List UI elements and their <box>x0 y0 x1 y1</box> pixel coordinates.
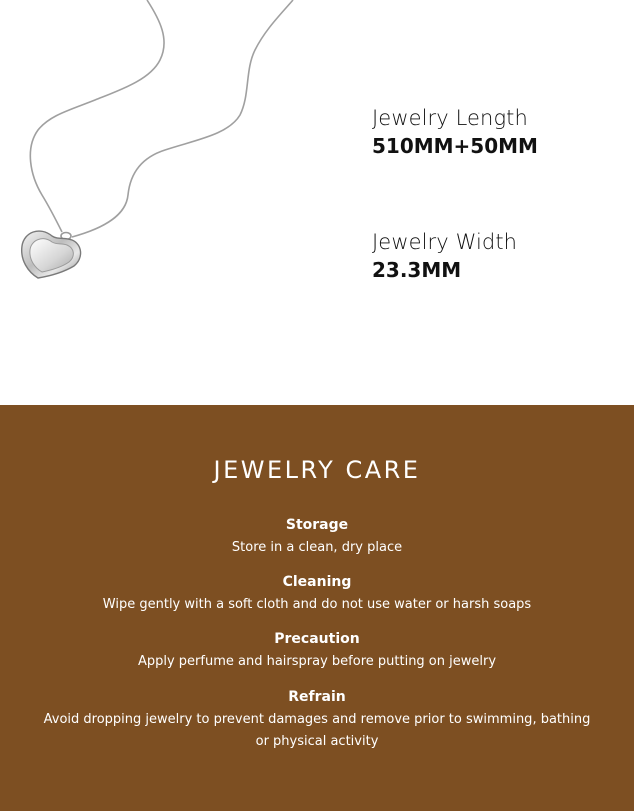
care-item-text: Apply perfume and hairspray before putting on jewelry <box>137 654 497 669</box>
care-item-storage <box>40 515 594 559</box>
care-item-text: Wipe gently with a soft cloth and do not use water or harsh soaps <box>102 597 532 612</box>
jewelry-length-label: Jewelry Length <box>372 106 528 130</box>
jewelry-length-spec <box>372 104 538 160</box>
care-item-text: Store in a clean, dry place <box>231 540 403 555</box>
jewelry-care-section <box>0 405 634 811</box>
care-item-refrain <box>40 687 594 753</box>
care-item-cleaning <box>40 572 594 616</box>
jewelry-width-value: 23.3MM <box>372 258 462 282</box>
care-item-heading: Precaution <box>274 631 360 647</box>
jewelry-width-label: Jewelry Width <box>372 230 518 254</box>
care-item-text: Avoid dropping jewelry to prevent damages and remove prior to swimming, bathing or physical activity <box>43 712 591 749</box>
jewelry-length-value: 510MM+50MM <box>372 134 538 158</box>
jewelry-width-spec <box>372 228 517 284</box>
care-title: JEWELRY CARE <box>213 456 421 484</box>
care-item-heading: Storage <box>285 517 349 533</box>
care-item-precaution <box>40 629 594 673</box>
care-item-heading: Cleaning <box>282 574 352 590</box>
care-item-heading: Refrain <box>288 689 346 705</box>
product-specs-section <box>0 0 634 405</box>
heart-necklace-icon <box>0 0 300 300</box>
